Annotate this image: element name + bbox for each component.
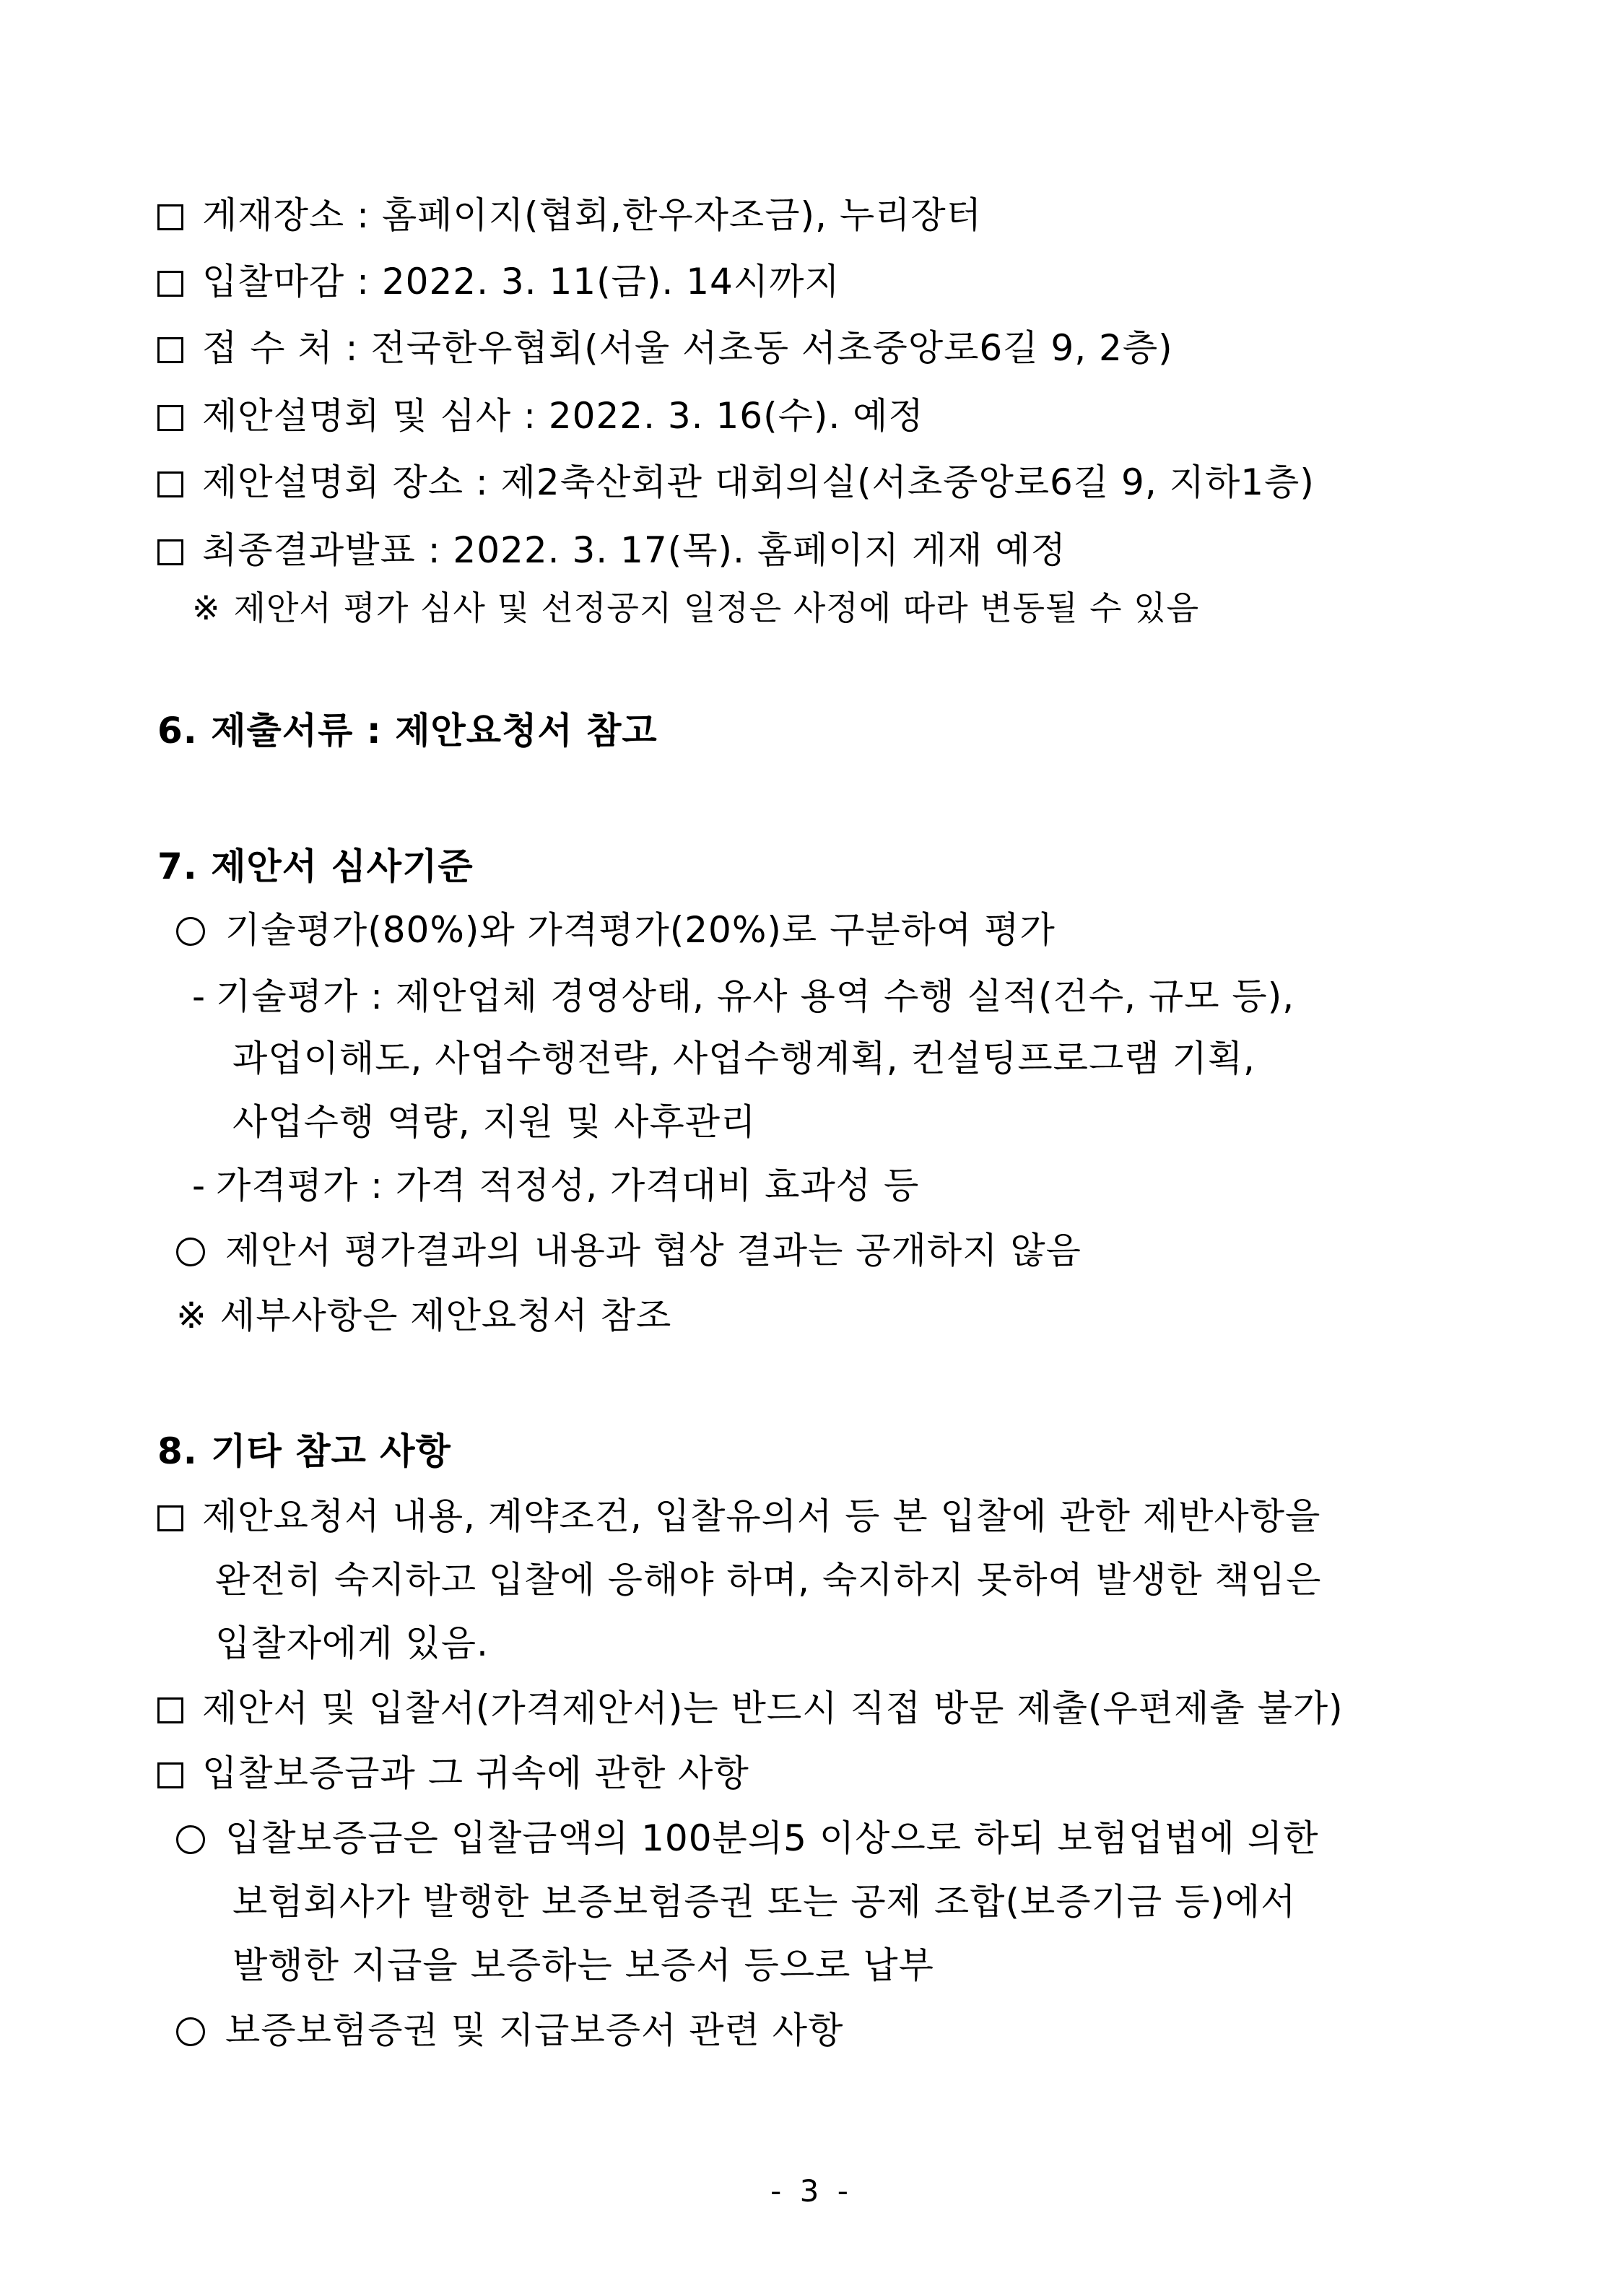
circle-bullet-icon [176, 2017, 205, 2046]
notice-item-text: 입찰보증금과 그 귀속에 관한 사항 [202, 1752, 749, 1794]
tech-eval-text: 기술평가 : 제안업체 경영상태, 유사 용역 수행 실적(건수, 규모 등), [216, 975, 1295, 1017]
deposit-subitem-continuation: 보험회사가 발행한 보증보험증권 또는 공제 조합(보증기금 등)에서 [232, 1881, 1297, 1923]
schedule-item [157, 461, 1315, 504]
reference-mark-icon: ※ [176, 1295, 207, 1336]
reference-mark-icon: ※ [192, 588, 221, 627]
tech-eval-line: 과업이해도, 사업수행전략, 사업수행계획, 컨설팅프로그램 기획, [232, 1038, 1256, 1079]
checkbox-icon [157, 1762, 183, 1788]
tech-eval-line [192, 975, 1295, 1018]
section-6-heading: 6. 제출서류 : 제안요청서 참고 [157, 710, 658, 752]
schedule-item-text: 제안설명회 장소 : 제2축산회관 대회의실(서초중앙로6길 9, 지하1층) [202, 461, 1315, 503]
criteria-item [176, 1229, 1082, 1272]
page-number: - 3 - [770, 2173, 853, 2209]
schedule-item-text: 제안설명회 및 심사 : 2022. 3. 16(수). 예정 [202, 395, 924, 437]
dash-bullet: - [192, 975, 206, 1017]
price-eval-text: 가격평가 : 가격 적정성, 가격대비 효과성 등 [216, 1165, 920, 1206]
price-eval-line [192, 1164, 919, 1207]
notice-item [157, 1687, 1344, 1730]
checkbox-icon [157, 471, 183, 497]
checkbox-icon [157, 337, 183, 363]
checkbox-icon [157, 539, 183, 565]
schedule-item [157, 260, 840, 303]
notice-item [157, 1495, 1320, 1538]
notice-item-continuation: 입찰자에게 있음. [215, 1622, 489, 1664]
schedule-item [157, 326, 1173, 370]
checkbox-icon [157, 1505, 183, 1531]
criteria-note [176, 1294, 671, 1337]
circle-bullet-icon [176, 1238, 205, 1266]
deposit-subitem [176, 1817, 1318, 1860]
schedule-item-text: 최종결과발표 : 2022. 3. 17(목). 홈페이지 게재 예정 [202, 529, 1066, 571]
notice-item-text: 제안요청서 내용, 계약조건, 입찰유의서 등 본 입찰에 관한 제반사항을 [202, 1495, 1321, 1537]
criteria-item-text: 기술평가(80%)와 가격평가(20%)로 구분하여 평가 [225, 909, 1056, 951]
criteria-note-text: 세부사항은 제안요청서 참조 [219, 1295, 672, 1336]
schedule-item-text: 입찰마감 : 2022. 3. 11(금). 14시까지 [202, 261, 840, 303]
section-8-heading: 8. 기타 참고 사항 [157, 1430, 451, 1472]
checkbox-icon [157, 405, 183, 431]
schedule-note [192, 586, 1199, 630]
deposit-subitem-text: 보증보험증권 및 지급보증서 관련 사항 [225, 2009, 844, 2051]
deposit-subitem-continuation: 발행한 지급을 보증하는 보증서 등으로 납부 [232, 1944, 934, 1986]
schedule-note-text: 제안서 평가 심사 및 선정공지 일정은 사정에 따라 변동될 수 있음 [233, 588, 1200, 627]
dash-bullet: - [192, 1165, 206, 1206]
checkbox-icon [157, 204, 183, 230]
tech-eval-line: 사업수행 역량, 지원 및 사후관리 [232, 1101, 757, 1143]
schedule-item-text: 접 수 처 : 전국한우협회(서울 서초동 서초중앙로6길 9, 2층) [202, 327, 1173, 369]
criteria-item-text: 제안서 평가결과의 내용과 협상 결과는 공개하지 않음 [225, 1230, 1082, 1271]
notice-item-text: 제안서 및 입찰서(가격제안서)는 반드시 직접 방문 제출(우편제출 불가) [202, 1687, 1344, 1729]
schedule-item-text: 게재장소 : 홈페이지(협회,한우자조금), 누리장터 [202, 194, 983, 236]
circle-bullet-icon [176, 1825, 205, 1854]
notice-item-continuation: 완전히 숙지하고 입찰에 응해야 하며, 숙지하지 못하여 발생한 책임은 [215, 1559, 1322, 1601]
schedule-item [157, 193, 982, 237]
notice-item [157, 1752, 749, 1795]
deposit-subitem-text: 입찰보증금은 입찰금액의 100분의5 이상으로 하되 보험업법에 의한 [225, 1817, 1319, 1859]
criteria-item [176, 908, 1056, 952]
checkbox-icon [157, 1697, 183, 1723]
schedule-item [157, 529, 1066, 572]
checkbox-icon [157, 271, 183, 297]
schedule-item [157, 394, 924, 438]
deposit-subitem [176, 2009, 843, 2052]
circle-bullet-icon [176, 917, 205, 946]
section-7-heading: 7. 제안서 심사기준 [157, 845, 474, 887]
